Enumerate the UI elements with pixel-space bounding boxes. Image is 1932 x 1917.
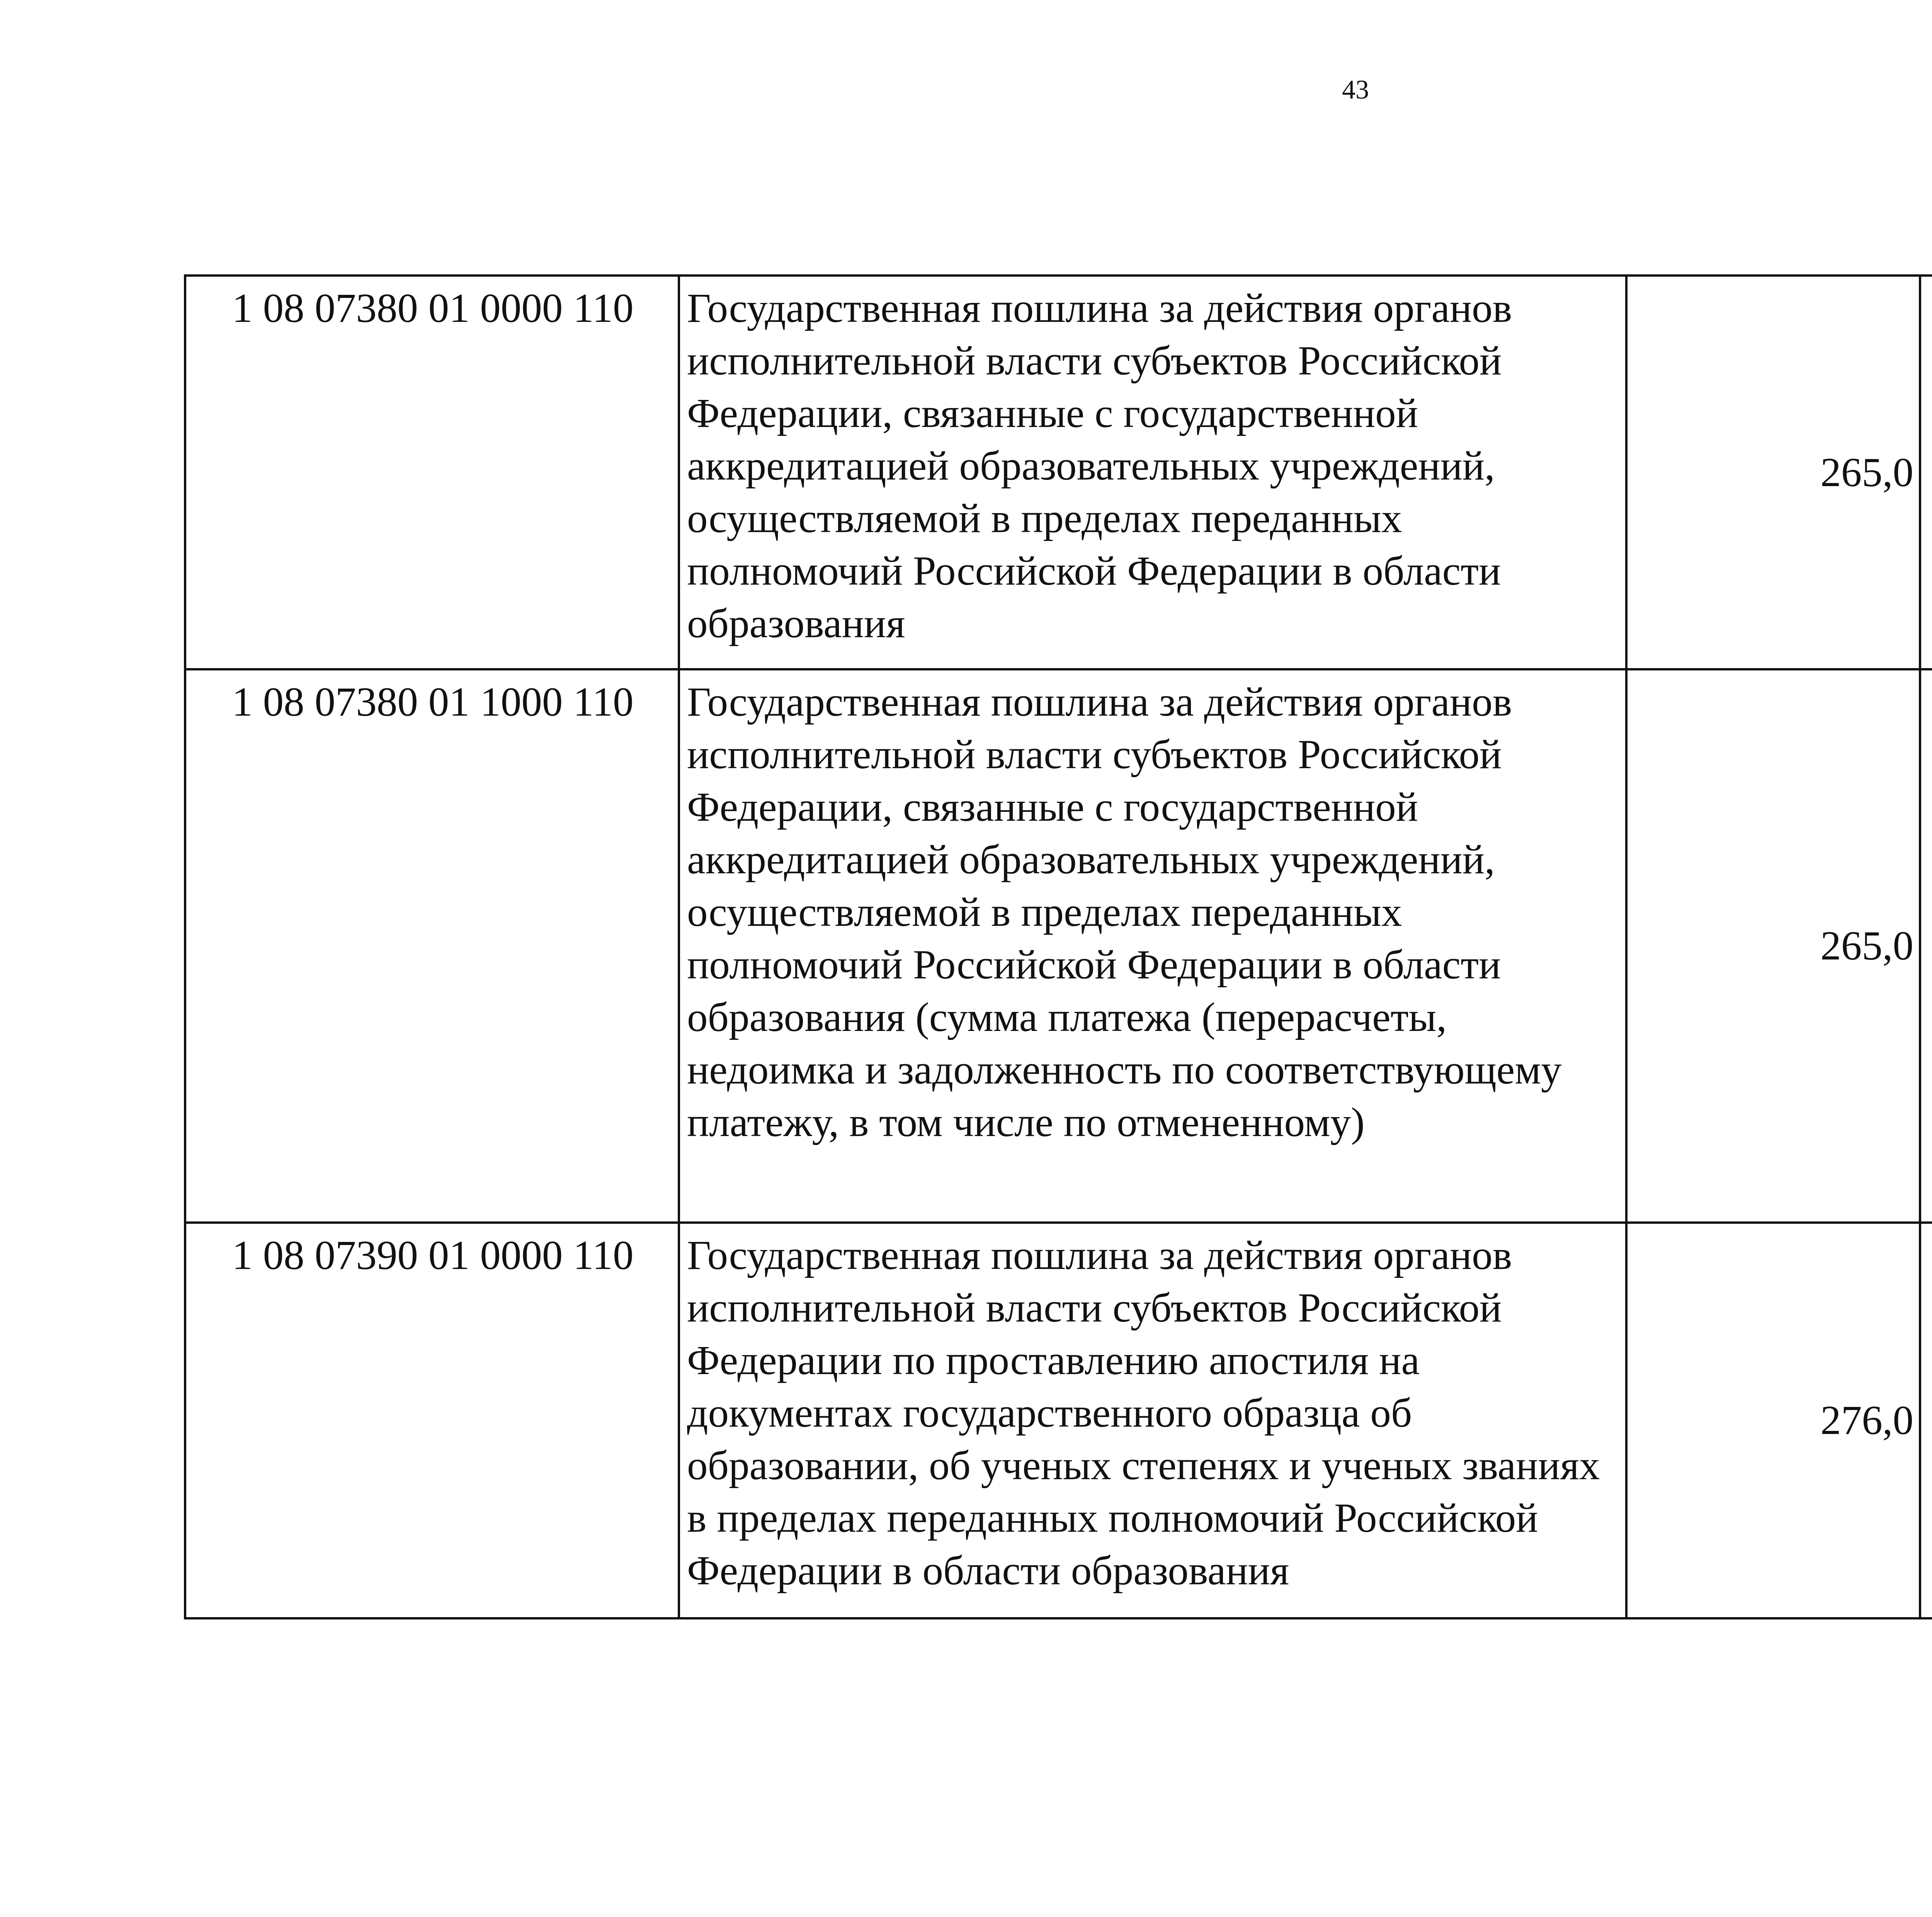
- revenue-code-cell: 1 08 07380 01 1000 110: [185, 669, 679, 1223]
- table-row: [185, 276, 1932, 669]
- amount-year-1-cell: 265,0: [1626, 276, 1920, 669]
- amount-year-2-cell: [1920, 276, 1932, 669]
- amount-year-1-cell: 276,0: [1626, 1223, 1920, 1618]
- revenue-description-cell: Государственная пошлина за действия органов исполнительной власти субъектов Российской Федерации, связанные с государственной аккредитацией образовательных учреждений, осуществляемой в пределах переданных полномочий Российской Федерации в области образования (сумма платежа (перерасчеты, недоимка и задолженность по соответствующему платежу, в том числе по отмененному): [679, 669, 1626, 1223]
- revenue-description-cell: Государственная пошлина за действия органов исполнительной власти субъектов Российской Федерации по проставлению апостиля на документах государственного образца об образовании, об ученых степенях и ученых званиях в пределах переданных полномочий Российской Федерации в области образования: [679, 1223, 1626, 1618]
- revenue-table: [184, 274, 1932, 1619]
- table-row: [185, 1223, 1932, 1618]
- amount-year-2-cell: [1920, 1223, 1932, 1618]
- revenue-code-cell: 1 08 07390 01 0000 110: [185, 1223, 679, 1618]
- amount-year-2-cell: [1920, 669, 1932, 1223]
- revenue-description-cell: Государственная пошлина за действия органов исполнительной власти субъектов Российской Федерации, связанные с государственной аккредитацией образовательных учреждений, осуществляемой в пределах переданных полномочий Российской Федерации в области образования: [679, 276, 1626, 669]
- table-row: [185, 669, 1932, 1223]
- page-number: 43: [1342, 75, 1369, 105]
- revenue-code-cell: 1 08 07380 01 0000 110: [185, 276, 679, 669]
- amount-year-1-cell: 265,0: [1626, 669, 1920, 1223]
